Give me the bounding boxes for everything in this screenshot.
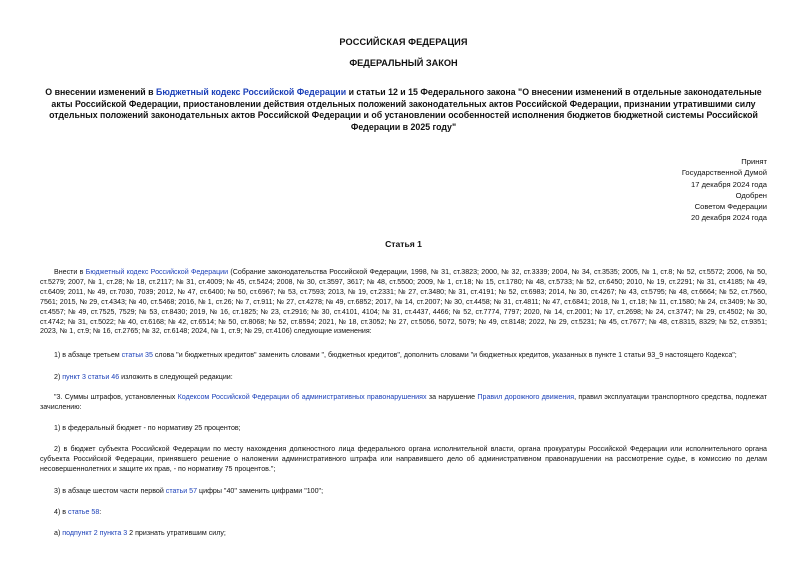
quote-3-middle: за нарушение xyxy=(426,393,478,401)
intro-budget-code-link[interactable]: Бюджетный кодекс Российской Федерации xyxy=(85,268,229,276)
item-4a-text-rest: 2 признать утратившим силу; xyxy=(127,529,226,537)
subpoint-link[interactable]: подпункт 2 пункта 3 xyxy=(62,529,128,537)
item-4-paragraph xyxy=(40,508,767,518)
adopted-date: 17 декабря 2024 года xyxy=(691,179,767,189)
koap-link[interactable]: Кодексом Российской Федерации об административных правонарушениях xyxy=(177,393,427,401)
item-4-text-rest: : xyxy=(99,508,102,516)
subitem-1-paragraph: 1) в федеральный бюджет - по нормативу 25 процентов; xyxy=(54,424,241,432)
approved-label: Одобрен xyxy=(735,190,767,200)
article-46-link[interactable]: пункт 3 статьи 46 xyxy=(62,373,120,381)
adoption-block xyxy=(682,156,767,224)
title-text: О внесении изменений в xyxy=(45,87,157,97)
item-2-text: изложить в следующей редакции: xyxy=(119,373,233,381)
item-2-num: 2) xyxy=(54,373,63,381)
quote-3-text: "3. Суммы штрафов, установленных xyxy=(54,393,178,401)
budget-code-link[interactable]: Бюджетный кодекс Российской Федерации xyxy=(156,87,347,97)
intro-paragraph xyxy=(40,268,767,337)
adopted-by: Государственной Думой xyxy=(681,168,767,178)
item-4-text: 4) в xyxy=(54,508,69,516)
item-1-text-rest: слова "и бюджетных кредитов" заменить словами ", бюджетных кредитов", дополнить словами "и бюджетных кредитов, указанных в пункте 1 статьи 93_9 настоящего Кодекса"; xyxy=(152,351,737,359)
document-title xyxy=(40,87,767,133)
article-57-link[interactable]: статьи 57 xyxy=(165,487,198,495)
quote-3-paragraph xyxy=(40,393,767,413)
approved-by: Советом Федерации xyxy=(694,202,767,212)
quote-3-end: , правил эксплуатации транспортного средства, подлежат зачислению: xyxy=(40,393,768,411)
approved-date: 20 декабря 2024 года xyxy=(691,213,767,223)
article-35-link[interactable]: статьи 35 xyxy=(121,351,153,359)
country-heading: РОССИЙСКАЯ ФЕДЕРАЦИЯ xyxy=(339,37,468,47)
intro-text-rest: (Собрание законодательства Российской Федерации, 1998, № 31, ст.3823; 2000, № 32, ст.3339; 2004, № 34, ст.3535; 2005, № 1, ст.8; № 52, ст.5572; 2006, № 50, ст.5279; 2007, № 1, ст.28; № 18, ст.2117; № 31, ст.4009; № 45, ст.5424; 2008, № 30, ст.3597, 3617; № 48, ст.5500; 2009, № 1, ст.18; № 15, ст.1780; № 48, ст.5733; № 52, ст.6450; 2010, № 19, ст.2291; № 31, ст.4185; № 49, ст.6409; 2011, № 49, ст.7030, 7039; 2012, № 47, ст.6400; № 50, ст.6967; № 53, ст.7593; 2013, № 19, ст.2331; № 27, ст.3480; № 31, ст.4191; № 52, ст.6983; 2014, № 30, ст.4267; № 43, ст.5795; № 48, ст.6664; № 52, ст.7560, 7561; 2015, № 29, ст.4343; № 40, ст.5468; 2016, № 1, ст.26; № 7, ст.911; № 27, ст.4278; № 49, ст.6852; 2017, № 14, ст.2007; № 30, ст.4458; № 31, ст.4811; № 47, ст.6841; 2018, № 1, ст.18; № 11, ст.1580; № 24, ст.3409; № 30, ст.4557; № 49, ст.7525, 7529; № 53, ст.8430; 2019, № 16, ст.1825; № 23, ст.2916; № 30, ст.4101, 4104; № 31, ст.4437, 4466; № 52, ст.7774, 7797; 2020, № 14, ст.2001; № 17, ст.2698; № 24, ст.3747; № 29, ст.4502; № 30, ст.4742; № 31, ст.5022; № 40, ст.6168; № 42, ст.6514; № 50, ст.8068; № 52, ст.8594; 2021, № 18, ст.3052; № 27, ст.5056, 5072, 5079; № 49, ст.8148; 2022, № 29, ст.5231; № 45, ст.7677; № 48, ст.8315, 8329; № 52, ст.9351; 2023, № 1, ст.9; № 16, ст.2765; № 32, ст.6148; 2024, № 1, ст.9; № 29, ст.4106) следующие изменения: xyxy=(40,268,767,336)
item-3-text: 3) в абзаце шестом части первой xyxy=(54,487,166,495)
article-heading: Статья 1 xyxy=(385,239,422,249)
item-2-paragraph xyxy=(40,373,767,383)
item-4a-text: а) xyxy=(54,529,63,537)
traffic-rules-link[interactable]: Правил дорожного движения xyxy=(477,393,575,401)
item-1-paragraph xyxy=(40,351,767,361)
intro-text: Внести в xyxy=(54,268,86,276)
item-3-text-rest: цифры "40" заменить цифрами "100"; xyxy=(197,487,324,495)
title-text-rest: и статьи 12 и 15 Федерального закона "О внесении изменений в отдельные законодательные акты Российской Федерации, приостановлении действия отдельных положений законодательных актов Российской Федерации, признании утратившими силу отдельных положений законодательных актов Российской Федерации и об установлении особенностей исполнения бюджетов бюджетной системы Российской Федерации в 2025 году" xyxy=(49,87,762,132)
article-58-link[interactable]: статье 58 xyxy=(68,508,100,516)
item-4a-paragraph xyxy=(40,529,767,539)
subitem-2-paragraph: 2) в бюджет субъекта Российской Федерации по месту нахождения должностного лица федерального органа исполнительной власти, органа прокуратуры Российской Федерации или исполнительного органа субъекта Российской Федерации, принявшего решение о наложении административного штрафа или направившего дело об административном правонарушении на рассмотрение судье, в комиссию по делам несовершеннолетних и защите их прав, - по нормативу 75 процентов."; xyxy=(40,445,767,473)
item-3-paragraph xyxy=(40,487,767,497)
adopted-label: Принят xyxy=(741,157,767,166)
item-1-text: 1) в абзаце третьем xyxy=(54,351,122,359)
law-type-heading: ФЕДЕРАЛЬНЫЙ ЗАКОН xyxy=(349,58,458,68)
